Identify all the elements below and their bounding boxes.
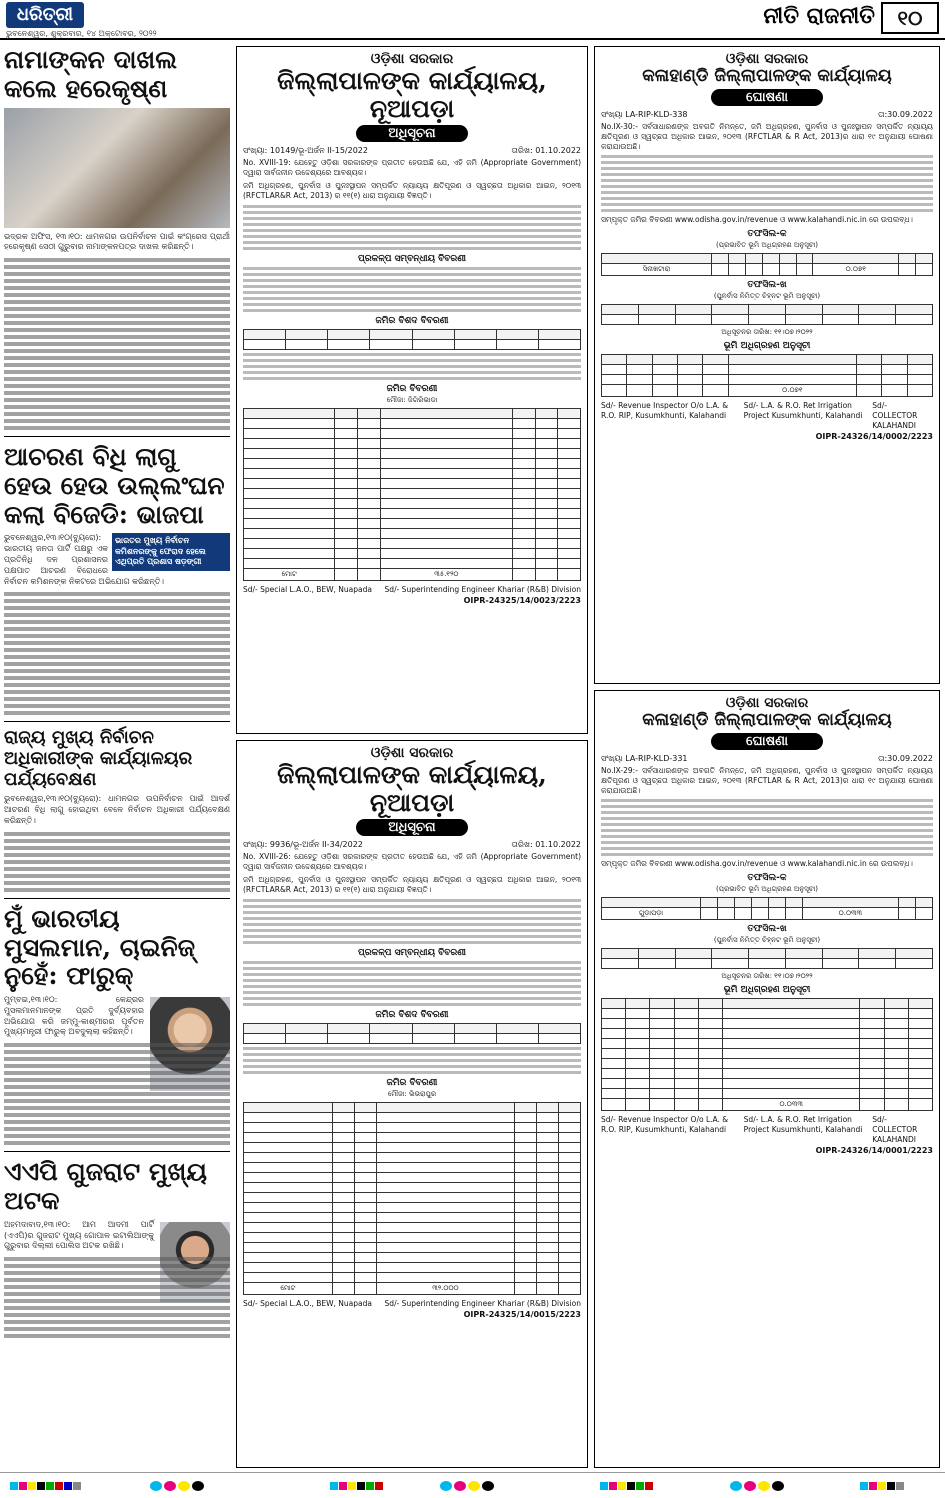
notice-fine-print [243,267,581,312]
schedule-c-table [601,998,933,1111]
notice-para: No.IX-30:- ସର୍ବସାଧାରଣଙ୍କ ଅବଗତି ନିମନ୍ତେ, ଜମି ଅଧିଗ୍ରହଣ, ପୁନର୍ବାସ ଓ ପୁନଃସ୍ଥାପନ ସମ୍ପର୍କିତ ନ୍ୟାୟ୍ୟ କ୍ଷତିପୂରଣ ଓ ସ୍ୱଚ୍ଛତା ଅଧିକାର ଆଇନ, ୨୦୧୩ (RFCTLAR & R Act, 2013)ର ଧାରା ୧୯ ଅନୁଯାୟୀ ଘୋଷଣା କରାଯାଉଅଛି। [601,121,933,151]
schedule-c-table [601,354,933,397]
yellow-dot [178,1481,190,1491]
schedule-c-title: ଭୂମି ଅଧିଗ୍ରହଣ ଅନୁସୂଚୀ [723,985,811,996]
notice-fine-print [243,1047,581,1074]
masthead [0,0,945,40]
signature-left: Sd/- Special L.A.O., BEW, Nuapada [243,584,372,594]
story4-headline: ମୁଁ ଭାରତୀୟ ମୁସଲମାନ, ଚାଇନିଜ୍ ନୁହେଁ: ଫାରୁକ୍ [4,903,196,991]
schedule-b-title: ତଫସିଲ-ଖ [747,924,787,935]
total-label: ମୋଟ [244,1282,333,1294]
story4-continued-text [4,1043,230,1145]
magenta-dot [164,1481,176,1491]
land-detail-table [243,1023,581,1044]
notice-ref: ସଂଖ୍ୟା LA-RIP-KLD-331 [601,753,688,763]
notice-nuapada-2 [236,740,588,1468]
notice-kalahandi-1 [594,46,940,684]
notice-subhead: ଜମିର ବିବରଣୀ [386,1077,438,1088]
notice-para: ସମ୍ପୃକ୍ତ ଜମିର ବିବରଣୀ www.odisha.gov.in/revenue ଓ www.kalahandi.nic.in ରେ ଉପଲବ୍ଧ। [601,859,913,869]
notice-subhead: ପ୍ରକଳ୍ପ ସମ୍ବନ୍ଧୀୟ ବିବରଣୀ [358,253,466,264]
notice-oipr: OIPR-24326/14/0002/2223 [815,432,933,442]
notice-date: ତାରିଖ: 01.10.2022 [511,840,581,849]
story1-continued-text [4,258,230,430]
notice-office: କଳାହାଣ୍ଡି ଜିଲ୍ଲାପାଳଙ୍କ କାର୍ଯ୍ୟାଳୟ [642,66,892,86]
schedule-a-table [601,897,933,920]
signature-right: Sd/- COLLECTOR KALAHANDI [872,1115,918,1144]
yellow-dot [468,1481,480,1491]
notice-meta [243,146,581,156]
notice-fine-print [601,155,933,212]
notice-fine-print [243,353,581,380]
black-dot [482,1481,494,1491]
nomination-photo [4,108,230,228]
notice-govt: ଓଡ଼ିଶା ସରକାର [370,51,454,67]
notice-para: ସମ୍ପୃକ୍ତ ଜମିର ବିବରଣୀ www.odisha.gov.in/revenue ଓ www.kalahandi.nic.in ରେ ଉପଲବ୍ଧ। [601,215,913,225]
story3-body: ଭୁବନେଶ୍ୱର,୧୩।୧୦(ବ୍ୟୁରୋ): ଧାମନଗର ଉପନିର୍ବାଚନ ପାଇଁ ଆଦର୍ଶ ଆଚରଣ ବିଧି ଲାଗୁ ହୋଇଥିବା ବେଳେ ନିର୍ବାଚନ ଅଧିକାରୀ ପର୍ଯ୍ୟବେକ୍ଷଣ କରିଛନ୍ତି। [4,794,230,825]
color-bar [600,1482,653,1490]
color-registration-dots [150,1481,204,1491]
notice-date: ତାରିଖ: 01.10.2022 [511,146,581,155]
notice-para: No. XVIII-26: ଯେହେତୁ ଓଡ଼ିଶା ସରକାରଙ୍କ ପ୍ରତୀତ ହେଉଅଛି ଯେ, ଏହି ଜମି (Appropriate Government) ଦ୍ୱାରା ସାର୍ବଜନୀନ ଉଦ୍ଦେଶ୍ୟରେ ଆବଶ୍ୟକ। [243,852,581,872]
yellow-dot [758,1481,770,1491]
color-registration-dots [730,1481,784,1491]
dateline: ଭୁବନେଶ୍ୱର, ଶୁକ୍ରବାର, ୧୪ ଅକ୍ଟୋବର, ୨୦୨୨ [6,29,157,38]
notice-signatures [243,585,581,595]
schedule-b-subtitle: (ପୁନର୍ବାସ ନିମିତ୍ତ ଚିହ୍ନଟ ଭୂମି ଅନୁସୂଚୀ) [713,292,821,301]
story2-headline: ଆଚରଣ ବିଧି ଲାଗୁ ହେଉ ହେଉ ଉଲ୍ଲଂଘନ କଲା ବିଜେଡି: ଭାଜପା [4,442,225,529]
color-bar [10,1482,81,1490]
schedule-b-table [601,948,933,969]
notice-office: ଜିଲ୍ଲାପାଳଙ୍କ କାର୍ଯ୍ୟାଳୟ, ନୂଆପଡ଼ା [277,66,547,123]
notice-nuapada-1 [236,46,588,734]
section-title: ନୀତି ରାଜନୀତି [763,4,875,29]
area-value: ୦.୦୭୧ [813,264,899,276]
total-value: ୩୫.୧୨୦ [380,568,513,580]
notice-office: ଜିଲ୍ଲାପାଳଙ୍କ କାର୍ଯ୍ୟାଳୟ, ନୂଆପଡ଼ା [277,760,547,817]
total-value: ୩୨.୦୦୦ [376,1282,514,1294]
land-schedule-table [243,408,581,581]
notice-ref: ସଂଖ୍ୟା: 10149/ଭୂ-ଅର୍ଜନ II-15/2022 [243,146,368,155]
schedule-a-table [601,253,933,276]
signature-right: Sd/- Superintending Engineer Khariar (R&B) Division [384,584,581,594]
notice-fine-print [601,799,933,856]
notice-signatures [601,401,933,430]
notice-para: ଜମି ଅଧିଗ୍ରହଣ, ପୁନର୍ବାସ ଓ ପୁନଃସ୍ଥାପନ ସମ୍ପର୍କିତ ନ୍ୟାୟ୍ୟ କ୍ଷତିପୂରଣ ଓ ସ୍ୱଚ୍ଛତା ଅଧିକାର ଆଇନ, ୨୦୧୩ (RFCTLAR&R Act, 2013) ର ୧୧(୧) ଧାରା ଅନୁଯାୟୀ ବିଜ୍ଞପ୍ତି। [243,875,581,895]
signature-right: Sd/- COLLECTOR KALAHANDI [872,401,918,430]
total-value: ୦.୦୭୧ [728,385,856,397]
story2-body: ଭୁବନେଶ୍ୱର,୧୩।୧୦(ବ୍ୟୁରୋ): ଭାରତୀୟ ଜନତା ପାର୍ଟି ପକ୍ଷରୁ ଏକ ପ୍ରତିନିଧି ଦଳ ପ୍ରଶାସନର ପକ୍ଷପାତ ଆଚରଣ ବିରୋଧରେ ନିର୍ବାଚନ କମିଶନଙ୍କ ନିକଟରେ ଅଭିଯୋଗ କରିଛନ୍ତି। [4,533,165,586]
notice-tag: ଅଧିସୂଚନା [356,819,468,836]
notice-para: ଜମି ଅଧିଗ୍ରହଣ, ପୁନର୍ବାସ ଓ ପୁନଃସ୍ଥାପନ ସମ୍ପର୍କିତ ନ୍ୟାୟ୍ୟ କ୍ଷତିପୂରଣ ଓ ସ୍ୱଚ୍ଛତା ଅଧିକାର ଆଇନ, ୨୦୧୩ (RFCTLAR&R Act, 2013) ର ୧୧(୧) ଧାରା ଅନୁଯାୟୀ ବିଜ୍ଞପ୍ତି। [243,181,581,201]
land-schedule-table [243,1102,581,1295]
notice-govt: ଓଡ଼ିଶା ସରକାର [725,695,809,711]
schedule-a-title: ତଫସିଲ-କ [747,229,787,240]
notice-office: କଳାହାଣ୍ଡି ଜିଲ୍ଲାପାଳଙ୍କ କାର୍ଯ୍ୟାଳୟ [642,710,892,730]
notice-tag: ଘୋଷଣା [711,733,823,750]
divider [4,898,230,899]
story2-continued-text [4,592,230,715]
signature-left: Sd/- Revenue Inspector O/o L.A. & R.O. RIP, Kusumkhunti, Kalahandi [601,401,729,420]
schedule-a-subtitle: (ପ୍ରଭାବିତ ଭୂମି ଅଧିଗ୍ରହଣ ଅନୁସୂଚୀ) [715,241,819,250]
notice-tag: ଅଧିସୂଚନା [356,125,468,142]
divider [4,1151,230,1152]
signature-right: Sd/- Superintending Engineer Khariar (R&B) Division [384,1298,581,1308]
notice-fine-print [243,899,581,944]
schedule-b-table [601,304,933,325]
notice-para: No. XVIII-19: ଯେହେତୁ ଓଡ଼ିଶା ସରକାରଙ୍କ ପ୍ରତୀତ ହେଉଅଛି ଯେ, ଏହି ଜମି (Appropriate Government) ଦ୍ୱାରା ସାର୍ବଜନୀନ ଉଦ୍ଦେଶ୍ୟରେ ଆବଶ୍ୟକ। [243,158,581,178]
land-detail-table [243,329,581,350]
notice-govt: ଓଡ଼ିଶା ସରକାର [370,745,454,761]
notice-para: No.IX-29:- ସର୍ବସାଧାରଣଙ୍କ ଅବଗତି ନିମନ୍ତେ, ଜମି ଅଧିଗ୍ରହଣ, ପୁନର୍ବାସ ଓ ପୁନଃସ୍ଥାପନ ସମ୍ପର୍କିତ ନ୍ୟାୟ୍ୟ କ୍ଷତିପୂରଣ ଓ ସ୍ୱଚ୍ଛତା ଅଧିକାର ଆଇନ, ୨୦୧୩ (RFCTLAR & R Act, 2013)ର ଧାରା ୧୯ ଅନୁଯାୟୀ ଘୋଷଣା କରାଯାଉଅଛି। [601,765,933,795]
notice-oipr: OIPR-24325/14/0023/2223 [463,596,581,606]
color-bar [330,1482,383,1490]
notice-subhead: ଜମିର ବିବରଣୀ [386,383,438,394]
schedule-b-subtitle: (ପୁନର୍ବାସ ନିମିତ୍ତ ଚିହ୍ନଟ ଭୂମି ଅନୁସୂଚୀ) [713,936,821,945]
notice-ref: ସଂଖ୍ୟା: 9936/ଭୂ-ଅର୍ଜନ II-34/2022 [243,840,363,849]
cyan-dot [440,1481,452,1491]
total-label: ମୋଟ [244,568,335,580]
print-registration-footer [0,1472,945,1498]
signature-mid: Sd/- L.A. & R.O. Ret Irrigation Project Kusumkhunti, Kalahandi [743,401,863,420]
notice-meta [601,110,933,120]
notice-subhead: ପ୍ରକଳ୍ପ ସମ୍ବନ୍ଧୀୟ ବିବରଣୀ [358,947,466,958]
schedule-c-title: ଭୂମି ଅଧିଗ୍ରହଣ ଅନୁସୂଚୀ [723,341,811,352]
notice-meta [601,754,933,764]
notice-oipr: OIPR-24326/14/0001/2223 [815,1146,933,1156]
story1-headline: ନାମାଙ୍କନ ଦାଖଲ କଲେ ହରେକୃଷ୍ଣ [4,46,177,103]
signature-mid: Sd/- L.A. & R.O. Ret Irrigation Project Kusumkhunti, Kalahandi [743,1115,863,1134]
notice-ref: ସଂଖ୍ୟା LA-RIP-KLD-338 [601,109,688,119]
story5-body: ଅହମଦାବାଦ,୧୩।୧୦: ଆମ ଆଦମୀ ପାର୍ଟି (ଏଏପି)ର ଗୁଜରାଟ ମୁଖ୍ୟ ଗୋପାଳ ଇଟାଲିଆଙ୍କୁ ଗୁରୁବାର ଦିଲ୍ଲୀ ପୋଲିସ ଅଟକ ରଖିଛି। [4,1219,154,1251]
notice-oipr: OIPR-24325/14/0015/2223 [463,1310,581,1320]
color-registration-dots [440,1481,494,1491]
signature-left: Sd/- Special L.A.O., BEW, Nuapada [243,1298,372,1308]
magenta-dot [744,1481,756,1491]
schedule-a-subtitle: (ପ୍ରଭାବିତ ଭୂମି ଅଧିଗ୍ରହଣ ଅନୁସୂଚୀ) [715,885,819,894]
black-dot [772,1481,784,1491]
signature-left: Sd/- Revenue Inspector O/o L.A. & R.O. RIP, Kusumkhunti, Kalahandi [601,1115,729,1134]
left-news-column [4,46,230,1466]
magenta-dot [454,1481,466,1491]
story4-body: ମୁମ୍ବଇ,୧୩।୧୦: କେନ୍ଦ୍ରର ମୁସଲମାନମାନଙ୍କ ପ୍ରତି ଦୁର୍ବ୍ୟବହାର ଅଭିଯୋଗ କରି ଜମ୍ମୁ-କାଶ୍ମୀରର ପୂର୍ବତନ ମୁଖ୍ୟମନ୍ତ୍ରୀ ଫାରୁକ୍ ଅବଦୁଲ୍ଲା କହିଛନ୍ତି। [4,995,144,1037]
notice-adj-date: ଅଧିସୂଚନର ତାରିଖ: ୧୧।୦୭।୨୦୨୨ [721,972,813,981]
notice-date: ତା:30.09.2022 [878,753,933,763]
divider [4,721,230,722]
story3-headline: ରାଜ୍ୟ ମୁଖ୍ୟ ନିର୍ବାଚନ ଅଧିକାରୀଙ୍କ କାର୍ଯ୍ୟାଳୟର ପର୍ଯ୍ୟବେକ୍ଷଣ [4,727,193,790]
page-number: ୧୦ [881,2,939,34]
notice-signatures [601,1115,933,1144]
notice-mouza: ମୌଜା: ଭିଭରାପୁର [387,1089,437,1098]
total-value: ୦.୦୩୩ [723,1099,860,1111]
story1-body: ଭଦ୍ରକ ଅଫିସ, ୧୩।୧୦: ଧାମନଗର ଉପନିର୍ବାଚନ ପାଇଁ କଂଗ୍ରେସ ପ୍ରାର୍ଥୀ ହରେକୃଷ୍ଣ ସେଠୀ ଗୁରୁବାର ନାମାଙ୍କନପତ୍ର ଦାଖଲ କରିଛନ୍ତି। [4,231,230,252]
black-dot [192,1481,204,1491]
notice-mouza: ମୌଜା: ଜିଗିରିଭାଡା [386,395,438,404]
cyan-dot [150,1481,162,1491]
italia-portrait [160,1222,230,1302]
schedule-b-title: ତଫସିଲ-ଖ [747,280,787,291]
notice-date: ତା:30.09.2022 [878,109,933,119]
divider [4,436,230,437]
notice-subhead: ଜମିର ବିଶଦ ବିବରଣୀ [375,315,449,326]
notice-fine-print [243,961,581,1006]
area-value: ୦.୦୩୩ [802,908,898,920]
notice-adj-date: ଅଧିସୂଚନର ତାରିଖ: ୧୧।୦୭।୨୦୨୨ [721,328,813,337]
cyan-dot [730,1481,742,1491]
story2-inset: ଭାରତର ମୁଖ୍ୟ ନିର୍ବାଚନ କମିଶନରଙ୍କୁ ଫେରାଦ ହେଲେ ଏଥିପ୍ରତି ପ୍ରଶାସ ଷଡ଼ଙ୍ଗୀ [112,533,230,570]
village-name: ସିନାଖଟାରା [602,264,712,276]
notice-meta [243,840,581,850]
notice-govt: ଓଡ଼ିଶା ସରକାର [725,51,809,67]
notice-subhead: ଜମିର ବିଶଦ ବିବରଣୀ [375,1009,449,1020]
newspaper-logo: ଧରିତ୍ରୀ [6,2,84,28]
notice-fine-print [243,205,581,250]
story5-headline: ଏଏପି ଗୁଜରାଟ ମୁଖ୍ୟ ଅଟକ [4,1157,207,1215]
color-bar [860,1482,904,1490]
schedule-a-title: ତଫସିଲ-କ [747,873,787,884]
village-name: ଗୁଡ଼ାପଡ଼ା [602,908,701,920]
notice-kalahandi-2 [594,690,940,1468]
notice-signatures [243,1299,581,1309]
story3-continued-text [4,832,230,892]
notice-tag: ଘୋଷଣା [711,89,823,106]
